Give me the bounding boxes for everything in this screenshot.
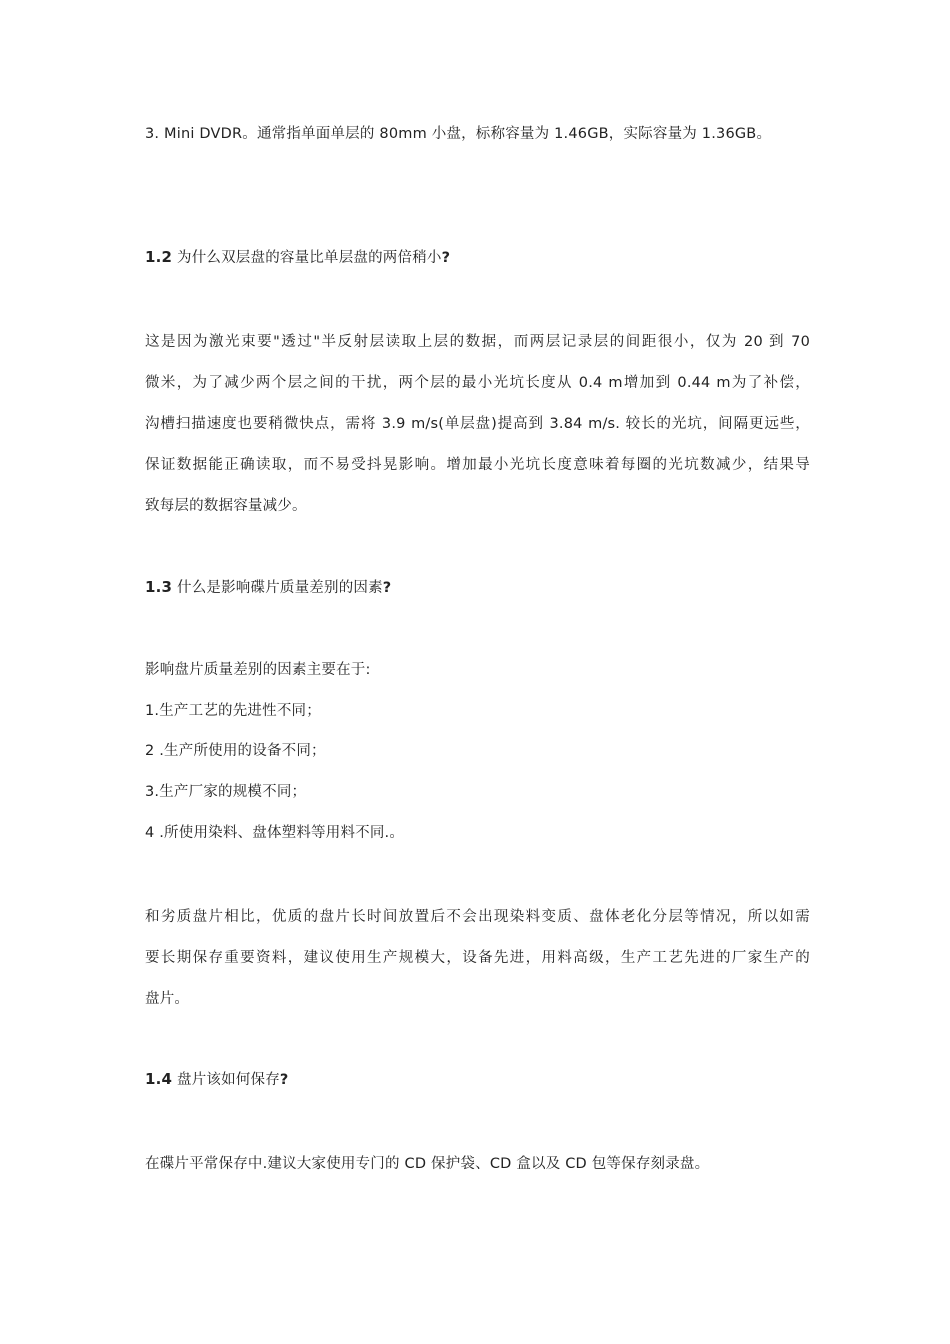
intro-item-3: 3. Mini DVDR。通常指单面单层的 80mm 小盘，标称容量为 1.46GB，实际容量为 1.36GB。 <box>145 126 772 142</box>
paragraph-line: 致每层的数据容量减少。 <box>145 498 307 514</box>
list-item: 3.生产厂家的规模不同； <box>145 784 307 800</box>
section-title: 为什么双层盘的容量比单层盘的两倍稍小 <box>172 250 442 266</box>
section-number: 1.3 <box>145 578 173 596</box>
list-item: 2 .生产所使用的设备不同； <box>145 743 326 759</box>
paragraph-line: 要长期保存重要资料，建议使用生产规模大，设备先进，用料高级，生产工艺先进的厂家生产的 <box>145 950 810 966</box>
paragraph-line: 这是因为激光束要"透过"半反射层读取上层的数据，而两层记录层的间距很小，仅为 20 到 70 <box>145 334 810 350</box>
paragraph-line: 保证数据能正确读取，而不易受抖晃影响。增加最小光坑长度意味着每圈的光坑数减少，结果导 <box>145 457 810 473</box>
paragraph-line: 在碟片平常保存中.建议大家使用专门的 CD 保护袋、CD 盒以及 CD 包等保存刻录盘。 <box>145 1156 710 1172</box>
section-number: 1.2 <box>145 248 173 266</box>
section-title: 什么是影响碟片质量差别的因素 <box>172 580 383 596</box>
question-mark: ? <box>279 1072 289 1088</box>
section-heading-1-3 <box>145 577 810 598</box>
section-number: 1.4 <box>145 1070 173 1088</box>
section-heading-1-4 <box>145 1069 810 1090</box>
paragraph-line: 沟槽扫描速度也要稍微快点，需将 3.9 m/s(单层盘)提高到 3.84 m/s. 较长的光坑，间隔更远些， <box>145 416 810 432</box>
question-mark: ? <box>382 580 392 596</box>
section-title: 盘片该如何保存 <box>172 1072 280 1088</box>
list-item: 1.生产工艺的先进性不同； <box>145 703 321 719</box>
question-mark: ? <box>441 250 451 266</box>
list-lead: 影响盘片质量差别的因素主要在于: <box>145 662 371 678</box>
paragraph-line: 盘片。 <box>145 991 190 1007</box>
paragraph-line: 和劣质盘片相比，优质的盘片长时间放置后不会出现染料变质、盘体老化分层等情况，所以如需 <box>145 909 810 925</box>
paragraph-line: 微米，为了减少两个层之间的干扰，两个层的最小光坑长度从 0.4 m增加到 0.44 m为了补偿， <box>145 375 810 391</box>
section-heading-1-2 <box>145 247 810 268</box>
list-item: 4 .所使用染料、盘体塑料等用料不同.。 <box>145 825 405 841</box>
